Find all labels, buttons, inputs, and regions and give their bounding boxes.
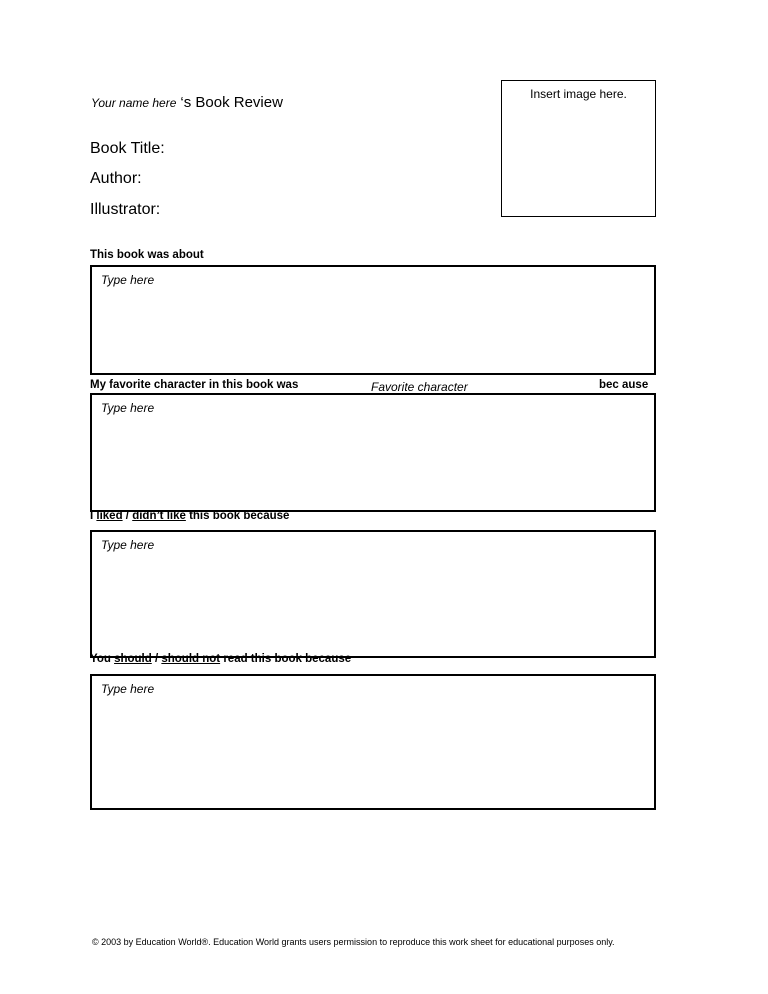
liked-placeholder: Type here	[101, 538, 155, 552]
illustrator-label: Illustrator:	[90, 201, 161, 218]
because-label: bec ause	[599, 379, 649, 391]
liked-suffix: this book because	[185, 510, 290, 522]
about-placeholder: Type here	[101, 273, 155, 287]
about-text-box[interactable]	[90, 265, 656, 375]
should-text-box[interactable]	[90, 674, 656, 810]
should-not-option[interactable]: should not	[161, 653, 221, 665]
image-placeholder-label: Insert image here.	[530, 87, 627, 101]
should-separator: /	[151, 653, 162, 665]
should-suffix: read this book because	[220, 653, 352, 665]
should-section-label	[90, 653, 351, 665]
should-placeholder: Type here	[101, 682, 155, 696]
liked-separator: /	[122, 510, 133, 522]
should-option[interactable]: should	[114, 653, 152, 665]
favorite-character-field[interactable]: Favorite character	[371, 380, 468, 394]
didnt-like-option[interactable]: didn’t like	[132, 510, 186, 522]
favorite-section-label: My favorite character in this book was	[90, 379, 299, 391]
should-prefix: You	[90, 653, 115, 665]
about-section-label: This book was about	[90, 249, 204, 261]
liked-section-label	[90, 510, 289, 522]
favorite-text-box[interactable]	[90, 393, 656, 512]
book-title-label: Book Title:	[90, 140, 165, 157]
liked-prefix: I	[90, 510, 97, 522]
image-placeholder-box[interactable]	[501, 80, 656, 217]
liked-text-box[interactable]	[90, 530, 656, 658]
review-title-suffix: ‘s Book Review	[180, 94, 283, 111]
copyright-footer: © 2003 by Education World®. Education World grants users permission to reproduce this work sheet for educational purposes only.	[92, 937, 615, 947]
liked-option[interactable]: liked	[96, 510, 123, 522]
favorite-placeholder: Type here	[101, 401, 155, 415]
name-field[interactable]: Your name here	[91, 96, 177, 110]
review-heading	[91, 94, 283, 112]
author-label: Author:	[90, 170, 142, 187]
